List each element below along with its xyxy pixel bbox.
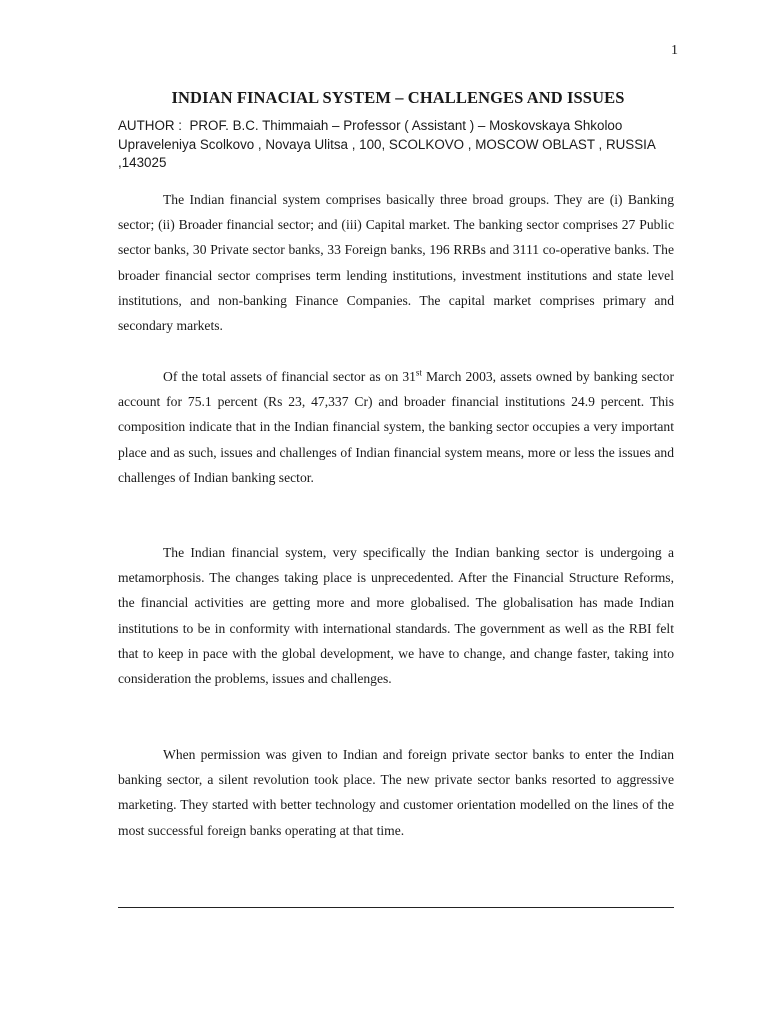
body-paragraph-4: When permission was given to Indian and foreign private sector banks to enter the Indian banking sector, a silent revolution took place. The new private sector banks resorted to aggressive marketing. They started with better technology and customer orientation modelled on the lines of the most successful foreign banks operating at that time.	[118, 747, 674, 838]
author-label: AUTHOR :	[118, 118, 182, 133]
document-title: INDIAN FINACIAL SYSTEM – CHALLENGES AND ISSUES	[171, 88, 625, 107]
author-details: PROF. B.C. Thimmaiah – Professor ( Assistant ) – Moskovskaya Shkoloo Upraveleniya Scolkovo , Novaya Ulitsa , 100, SCOLKOVO , MOSCOW OBLAST , RUSSIA ,143025	[118, 118, 656, 170]
footnote-divider	[118, 907, 674, 908]
author-block	[118, 117, 678, 173]
body-paragraph-3: The Indian financial system, very specifically the Indian banking sector is undergoing a metamorphosis. The changes taking place is unprecedented. After the Financial Structure Reforms, the financial activities are getting more and more globalised. The globalisation has made Indian institutions to be in conformity with international standards. The government as well as the RBI felt that to keep in pace with the global development, we have to change, and change faster, taking into consideration the problems, issues and challenges.	[118, 545, 674, 687]
ordinal-superscript: st	[415, 367, 422, 378]
paragraph-2-text-start: Of the total assets of financial sector as on 31	[163, 369, 416, 384]
body-paragraph-1: The Indian financial system comprises basically three broad groups. They are (i) Banking sector; (ii) Broader financial sector; and (iii) Capital market. The banking sector comprises 27 Public sector banks, 30 Private sector banks, 33 Foreign banks, 196 RRBs and 3111 co-operative banks. The broader financial sector comprises term lending institutions, investment institutions and state level institutions, and non-banking Finance Companies. The capital market comprises primary and secondary markets.	[118, 192, 674, 334]
paragraph-2-text-end: March 2003, assets owned by banking sector account for 75.1 percent (Rs 23, 47,337 Cr) and broader financial institutions 24.9 percent. This composition indicate that in the Indian financial system, the banking sector occupies a very important place and as such, issues and challenges of Indian financial system means, more or less the issues and challenges of Indian banking sector.	[118, 369, 674, 485]
page-number: 1	[671, 43, 678, 58]
body-paragraph-2	[118, 364, 674, 490]
